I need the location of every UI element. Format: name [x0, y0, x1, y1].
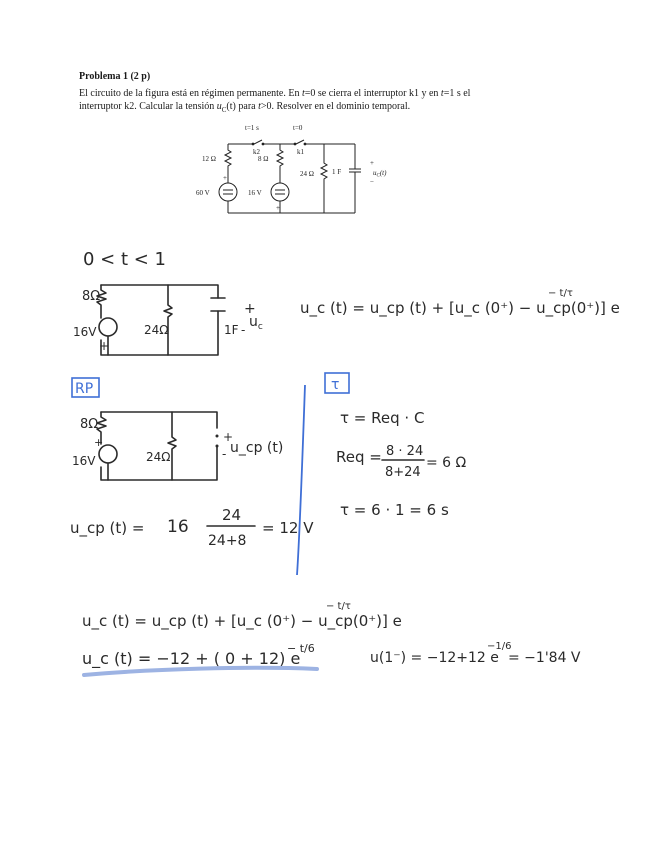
circuit-1	[73, 285, 263, 355]
c2-plus2: +	[223, 430, 234, 444]
ucp-den: 24+8	[208, 533, 247, 549]
c1-uc-label: $u_c$	[249, 314, 263, 332]
uc-plus: +	[370, 159, 374, 167]
statement-text: El circuito de la figura está en régimen permanente. En	[79, 88, 302, 99]
c1-resistor-label: 8Ω	[82, 289, 101, 304]
tau-definition: τ = Req · C	[340, 409, 425, 427]
formula-4: u(1⁻) = −12+12 e	[370, 650, 499, 666]
switch-k2-label: k2	[253, 148, 260, 156]
formula-3-exponent: − t/6	[287, 642, 315, 655]
c2-plus: +	[94, 436, 104, 449]
c1-plus2: +	[244, 301, 256, 317]
req-den: 8+24	[385, 465, 421, 480]
resistor-24-label: 24 Ω	[300, 170, 314, 178]
c1-capacitor-label: 1F	[224, 323, 239, 337]
statement-text: para	[235, 100, 259, 112]
tau-box-label: τ	[331, 377, 340, 393]
interval-label: 0 < t < 1	[83, 249, 167, 270]
req-num: 8 · 24	[386, 444, 424, 459]
c1-resistor2-label: 24Ω	[144, 323, 169, 337]
statement-text: =1 s el	[443, 88, 471, 99]
c1-minus: -	[241, 323, 246, 337]
problem-title: Problema 1 (2 p)	[79, 71, 151, 82]
switch-k1-label: k1	[297, 148, 304, 156]
ucp-lhs: u_cp (t) =	[70, 519, 145, 537]
c1-source-label: 16V	[73, 325, 97, 339]
source-60v-plus: +	[223, 174, 227, 182]
c2-ucp-label: u_cp (t)	[230, 440, 284, 456]
statement-text: interruptor k2. Calcular la tensión	[79, 100, 217, 112]
highlight-underline	[84, 668, 317, 675]
ucp-16: 16	[167, 517, 189, 537]
resistor-12-label: 12 Ω	[202, 155, 216, 163]
tau-result: τ = 6 · 1 = 6 s	[340, 501, 449, 519]
statement-text: >0. Resolver en el dominio temporal.	[260, 100, 411, 112]
circuit-2	[72, 412, 283, 480]
capacitor-label: 1 F	[332, 168, 342, 176]
formula-4-exponent: −1/6	[487, 641, 512, 652]
divider-line	[297, 385, 305, 575]
switch-k2-time: t=1 s	[245, 124, 259, 132]
c1-plus: +	[99, 339, 110, 353]
c2-minus: -	[222, 447, 227, 461]
c2-source-label: 16V	[72, 454, 96, 468]
source-60v-label: 60 V	[196, 189, 210, 197]
source-16v-label: 16 V	[248, 189, 262, 197]
uc-minus: −	[370, 178, 374, 186]
uc-label: $u_C(t)$	[373, 169, 387, 179]
statement-text: (t)	[226, 100, 236, 112]
rp-label: RP	[75, 381, 94, 397]
ucp-num: 24	[222, 506, 242, 524]
statement-sub: C	[221, 105, 227, 114]
statement-var: t	[440, 88, 444, 99]
c2-resistor-label: 8Ω	[80, 417, 99, 432]
statement-var: t	[301, 88, 305, 99]
req-result: = 6 Ω	[426, 455, 467, 471]
formula-2-exponent: − t/τ	[326, 601, 351, 612]
c1-source	[99, 318, 117, 336]
switch-k1-time: t=0	[293, 124, 303, 132]
formula-2: u_c (t) = u_cp (t) + [u_c (0⁺) − u_cp(0⁺)] e	[82, 612, 402, 630]
formula-1: u_c (t) = u_cp (t) + [u_c (0⁺) − u_cp(0⁺)] e	[300, 299, 620, 317]
req-lhs: Req =	[336, 448, 382, 466]
statement-text: =0 se cierra el interruptor k1 y en	[304, 88, 441, 99]
statement-var: u	[216, 100, 222, 112]
c1-capacitor	[211, 298, 225, 311]
source-16v-plus: +	[276, 204, 280, 212]
formula-4-result: = −1'84 V	[508, 650, 581, 666]
formula-1-exponent: − t/τ	[548, 288, 573, 299]
statement-var: t	[258, 100, 261, 112]
c2-resistor2-label: 24Ω	[146, 450, 171, 464]
resistor-8-label: 8 Ω	[258, 155, 269, 163]
formula-3: u_c (t) = −12 + ( 0 + 12) e	[82, 649, 301, 668]
ucp-result: = 12 V	[262, 519, 314, 537]
